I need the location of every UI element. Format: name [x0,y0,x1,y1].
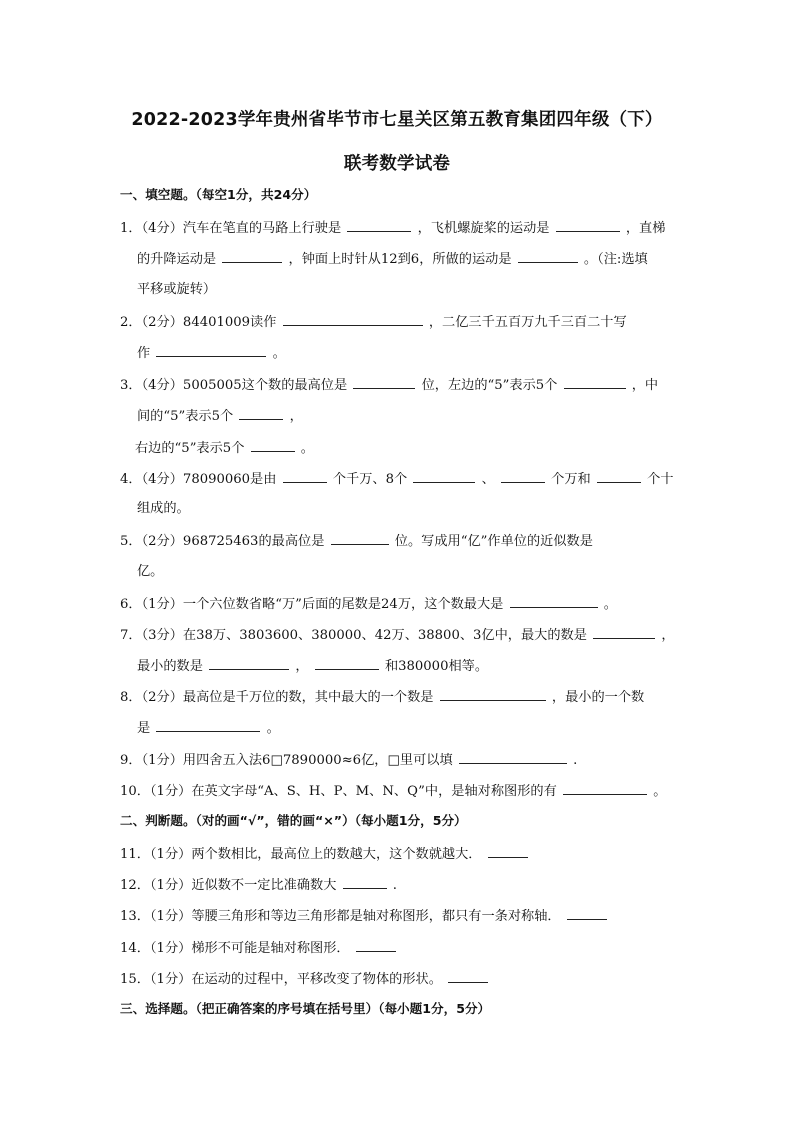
q8-blank-1[interactable] [440,687,546,701]
q1-text-a: 1．（4分）汽车在笔直的马路上行驶是 [120,221,342,236]
section-true-false: 二、判断题。（对的画“√”，错的画“×”）（每小题1分，5分） [120,813,467,828]
q12-text: 12．（1分）近似数不一定比准确数大 [120,878,337,893]
q1-text-d: 的升降运动是 [137,252,217,267]
question-13 [120,906,680,926]
q12-text-end: . [392,878,397,893]
question-3-line1 [120,375,680,395]
section-multiple-choice: 三、选择题。（把正确答案的序号填在括号里）（每小题1分，5分） [120,1001,491,1016]
q10-blank-1[interactable] [563,781,647,795]
q7-text-b: ， [661,628,675,643]
q3-blank-4[interactable] [251,438,295,452]
question-8-line2 [137,718,697,738]
question-11 [120,844,680,864]
q4-text-c: 、 [481,472,495,487]
q7-text-e: 和380000相等。 [384,659,489,674]
q7-blank-2[interactable] [209,656,289,670]
q2-text-d: 。 [272,346,286,361]
question-1-line2 [137,249,697,269]
q3-blank-1[interactable] [353,375,415,389]
q1-text-f: 。（注:选填 [583,252,648,267]
exam-title-line1: 2022-2023学年贵州省毕节市七星关区第五教育集团四年级（下） [131,110,663,130]
question-3-line3 [135,438,695,458]
q4-blank-3[interactable] [501,469,545,483]
q4-text-d: 个万和 [551,472,591,487]
q4-blank-2[interactable] [413,469,475,483]
q7-text-d: ， [295,659,309,674]
q8-text-d: 。 [266,721,280,736]
question-10 [120,781,680,801]
q2-text-a: 2．（2分）84401009读作 [120,315,277,330]
q12-blank[interactable] [343,875,387,889]
q11-text: 11．（1分）两个数相比，最高位上的数越大，这个数就越大． [120,847,482,862]
q4-blank-1[interactable] [283,469,327,483]
q3-text-b: 位，左边的“5”表示5个 [421,378,558,393]
q6-text-a: 6．（1分）一个六位数省略“万”后面的尾数是24万，这个数最大是 [120,597,504,612]
q5-blank-1[interactable] [331,531,389,545]
q4-text-b: 个千万、8个 [332,472,408,487]
q9-text-a: 9．（1分）用四舍五入法6□7890000≈6亿，□里可以填 [120,753,453,768]
q2-text-b: ，二亿三千五百万九千三百二十写 [428,315,627,330]
q5-text-a: 5．（2分）968725463的最高位是 [120,534,325,549]
q1-text-b: ，飞机螺旋桨的运动是 [417,221,550,236]
q1-blank-3[interactable] [222,249,282,263]
question-6 [120,594,680,614]
q13-text: 13．（1分）等腰三角形和等边三角形都是轴对称图形，都只有一条对称轴． [120,909,561,924]
q1-blank-4[interactable] [518,249,578,263]
question-4-line1 [120,469,680,489]
question-15 [120,969,680,989]
q4-text-a: 4．（4分）78090060是由 [120,472,277,487]
section-fill-in: 一、填空题。（每空1分，共24分） [120,187,317,202]
question-2-line2 [137,343,697,363]
question-2-line1 [120,312,680,332]
q8-text-a: 8．（2分）最高位是千万位的数，其中最大的一个数是 [120,690,434,705]
q15-text: 15．（1分）在运动的过程中，平移改变了物体的形状。 [120,972,442,987]
question-5-line2: 亿。 [137,564,164,579]
q2-blank-2[interactable] [156,343,266,357]
q4-text-e: 个十 [647,472,674,487]
q1-text-e: ，钟面上时针从12到6，所做的运动是 [288,252,512,267]
exam-title-line2: 联考数学试卷 [343,154,451,174]
q8-blank-2[interactable] [156,718,260,732]
q3-blank-2[interactable] [564,375,626,389]
question-1-line3: 平移或旋转） [137,282,217,297]
q7-text-c: 最小的数是 [137,659,203,674]
q4-blank-4[interactable] [597,469,641,483]
question-14 [120,938,680,958]
q3-blank-3[interactable] [239,406,283,420]
q13-blank[interactable] [567,906,607,920]
q3-text-f: 右边的“5”表示5个 [135,441,245,456]
question-8-line1 [120,687,680,707]
q5-text-b: 位。写成用“亿”作单位的近似数是 [394,534,593,549]
q3-text-c: ，中 [631,378,659,393]
question-7-line1 [120,625,680,645]
q8-text-c: 是 [137,721,151,736]
q15-blank[interactable] [448,969,488,983]
q2-blank-1[interactable] [283,312,423,326]
q10-text-a: 10．（1分）在英文字母“A、S、H、P、M、N、Q”中，是轴对称图形的有 [120,784,557,799]
q7-text-a: 7．（3分）在38万、3803600、380000、42万、38800、3亿中，最大的数是 [120,628,587,643]
q11-blank[interactable] [488,844,528,858]
q6-text-b: 。 [603,597,617,612]
question-12 [120,875,680,895]
question-1-line1 [120,218,680,238]
q2-text-c: 作 [137,346,151,361]
q6-blank-1[interactable] [510,594,598,608]
q10-text-b: 。 [653,784,667,799]
q3-text-g: 。 [300,441,314,456]
q3-text-d: 间的“5”表示5个 [137,409,234,424]
q1-text-c: ，直梯 [625,221,666,236]
q3-text-a: 3．（4分）5005005这个数的最高位是 [120,378,348,393]
q1-blank-2[interactable] [556,218,620,232]
q7-blank-3[interactable] [315,656,379,670]
question-4-line2: 组成的。 [137,501,190,516]
question-5-line1 [120,531,680,551]
question-9 [120,750,680,770]
q1-blank-1[interactable] [347,218,411,232]
question-7-line2 [137,656,697,676]
q14-text: 14．（1分）梯形不可能是轴对称图形． [120,941,350,956]
q9-text-b: . [573,753,578,768]
q7-blank-1[interactable] [593,625,655,639]
question-3-line2 [137,406,697,426]
q3-text-e: ， [289,409,303,424]
q8-text-b: ，最小的一个数 [551,690,645,705]
q14-blank[interactable] [356,938,396,952]
q9-blank-1[interactable] [459,750,567,764]
